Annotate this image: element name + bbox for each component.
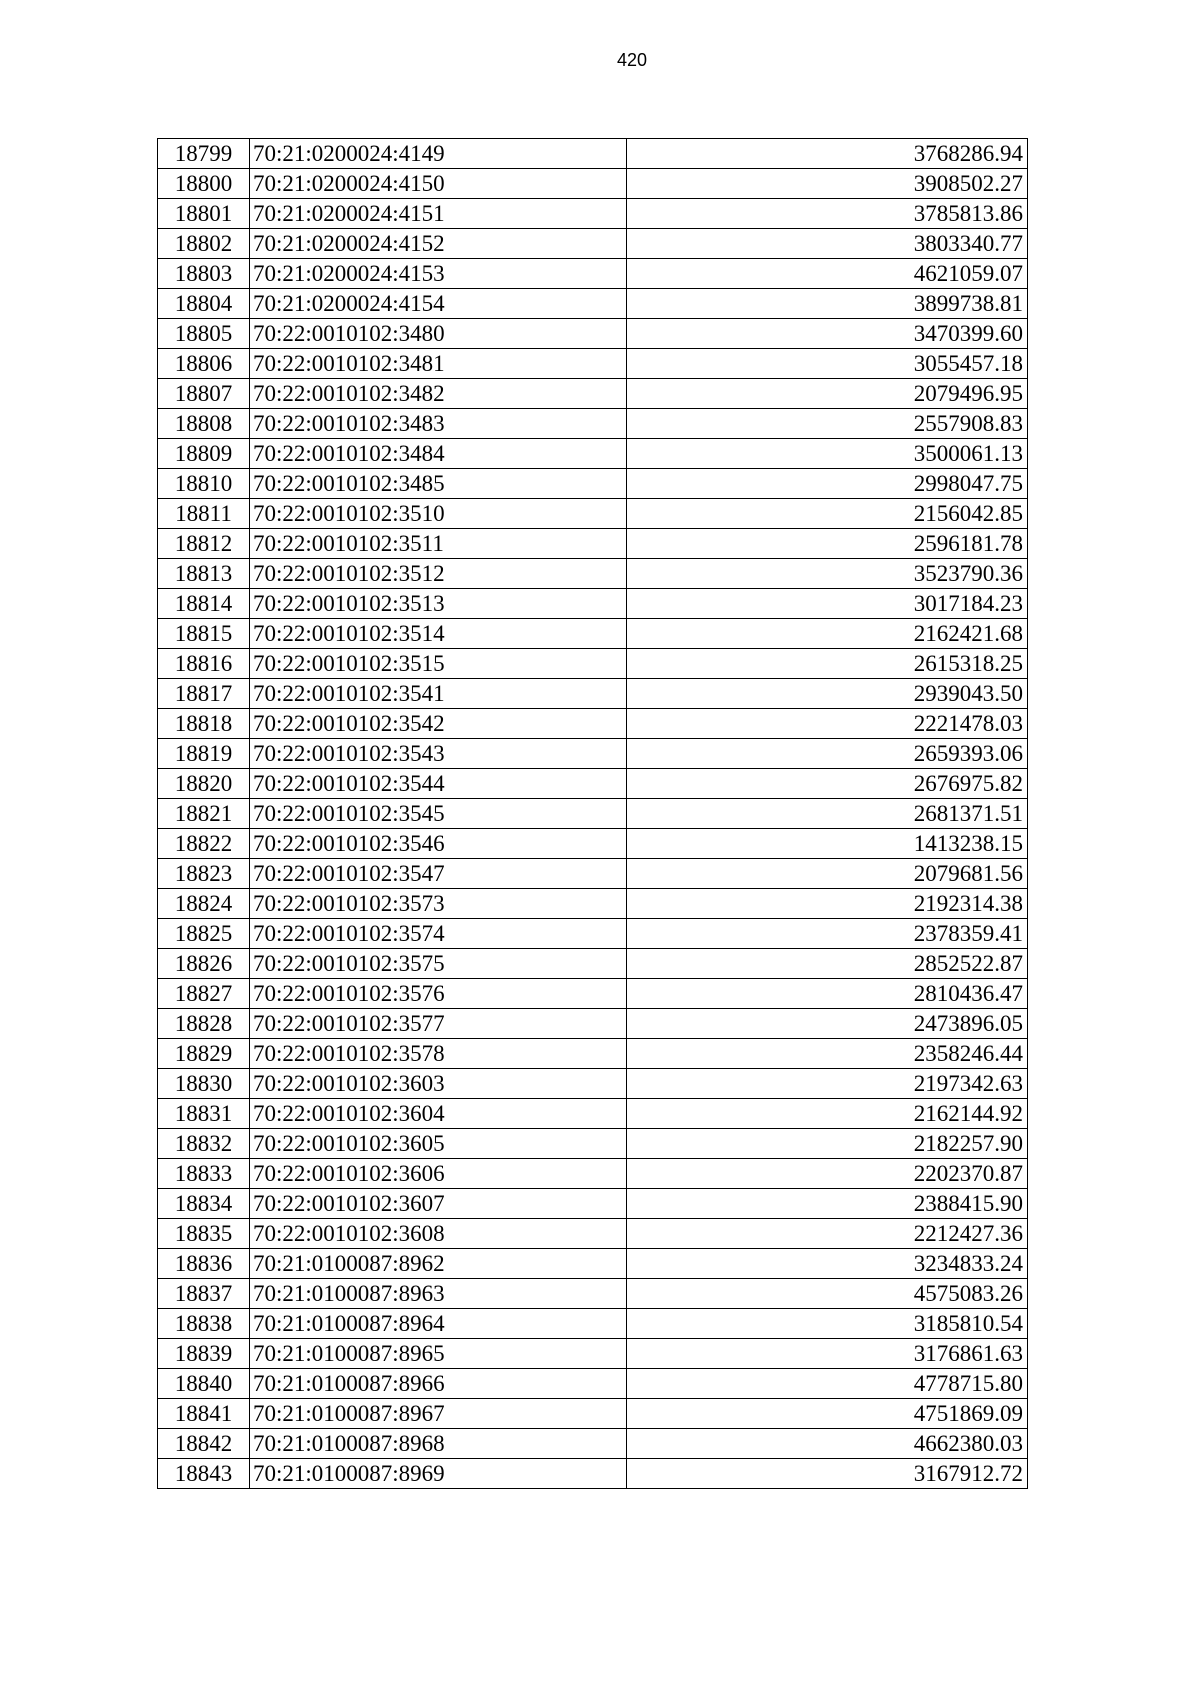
table-row (158, 469, 1028, 499)
cadastral-number-cell: 70:22:0010102:3603 (250, 1069, 627, 1099)
table-row (158, 619, 1028, 649)
row-number-cell: 18807 (158, 379, 250, 409)
cadastral-number-cell: 70:22:0010102:3578 (250, 1039, 627, 1069)
cadastral-number-cell: 70:21:0200024:4151 (250, 199, 627, 229)
cadastral-value-cell: 2852522.87 (627, 949, 1028, 979)
table-row (158, 1429, 1028, 1459)
row-number-cell: 18814 (158, 589, 250, 619)
cadastral-value-cell: 2998047.75 (627, 469, 1028, 499)
cadastral-value-cell: 2182257.90 (627, 1129, 1028, 1159)
cadastral-number-cell: 70:21:0200024:4152 (250, 229, 627, 259)
cadastral-value-cell: 2212427.36 (627, 1219, 1028, 1249)
cadastral-number-cell: 70:22:0010102:3483 (250, 409, 627, 439)
row-number-cell: 18800 (158, 169, 250, 199)
cadastral-value-cell: 3768286.94 (627, 139, 1028, 169)
row-number-cell: 18829 (158, 1039, 250, 1069)
row-number-cell: 18837 (158, 1279, 250, 1309)
cadastral-number-cell: 70:22:0010102:3573 (250, 889, 627, 919)
cadastral-number-cell: 70:22:0010102:3515 (250, 649, 627, 679)
cadastral-number-cell: 70:22:0010102:3608 (250, 1219, 627, 1249)
cadastral-value-cell: 2358246.44 (627, 1039, 1028, 1069)
table-row (158, 859, 1028, 889)
cadastral-number-cell: 70:21:0200024:4154 (250, 289, 627, 319)
row-number-cell: 18823 (158, 859, 250, 889)
cadastral-number-cell: 70:22:0010102:3544 (250, 769, 627, 799)
cadastral-value-cell: 3185810.54 (627, 1309, 1028, 1339)
table-row (158, 1309, 1028, 1339)
row-number-cell: 18808 (158, 409, 250, 439)
cadastral-number-cell: 70:22:0010102:3575 (250, 949, 627, 979)
table-row (158, 1339, 1028, 1369)
cadastral-number-cell: 70:21:0100087:8969 (250, 1459, 627, 1489)
cadastral-value-cell: 4778715.80 (627, 1369, 1028, 1399)
cadastral-number-cell: 70:22:0010102:3480 (250, 319, 627, 349)
cadastral-number-cell: 70:22:0010102:3510 (250, 499, 627, 529)
row-number-cell: 18819 (158, 739, 250, 769)
table-row (158, 799, 1028, 829)
cadastral-value-cell: 3470399.60 (627, 319, 1028, 349)
row-number-cell: 18801 (158, 199, 250, 229)
table-row (158, 289, 1028, 319)
row-number-cell: 18824 (158, 889, 250, 919)
cadastral-number-cell: 70:22:0010102:3511 (250, 529, 627, 559)
cadastral-number-cell: 70:22:0010102:3576 (250, 979, 627, 1009)
cadastral-value-cell: 4575083.26 (627, 1279, 1028, 1309)
row-number-cell: 18820 (158, 769, 250, 799)
cadastral-number-cell: 70:21:0100087:8964 (250, 1309, 627, 1339)
cadastral-value-cell: 2202370.87 (627, 1159, 1028, 1189)
cadastral-number-cell: 70:21:0100087:8966 (250, 1369, 627, 1399)
row-number-cell: 18821 (158, 799, 250, 829)
cadastral-value-cell: 2388415.90 (627, 1189, 1028, 1219)
row-number-cell: 18827 (158, 979, 250, 1009)
table-row (158, 559, 1028, 589)
row-number-cell: 18822 (158, 829, 250, 859)
cadastral-value-cell: 2162144.92 (627, 1099, 1028, 1129)
cadastral-value-cell: 3017184.23 (627, 589, 1028, 619)
table-body (158, 139, 1028, 1489)
table-row (158, 889, 1028, 919)
cadastral-number-cell: 70:22:0010102:3605 (250, 1129, 627, 1159)
table-row (158, 409, 1028, 439)
table-row (158, 709, 1028, 739)
cadastral-number-cell: 70:22:0010102:3604 (250, 1099, 627, 1129)
cadastral-value-cell: 2378359.41 (627, 919, 1028, 949)
table-row (158, 1459, 1028, 1489)
table-row (158, 1159, 1028, 1189)
row-number-cell: 18826 (158, 949, 250, 979)
table-row (158, 259, 1028, 289)
table-row (158, 1129, 1028, 1159)
table-row (158, 529, 1028, 559)
table-row (158, 1099, 1028, 1129)
cadastral-value-cell: 3899738.81 (627, 289, 1028, 319)
row-number-cell: 18825 (158, 919, 250, 949)
cadastral-value-cell: 2615318.25 (627, 649, 1028, 679)
table-row (158, 439, 1028, 469)
row-number-cell: 18811 (158, 499, 250, 529)
table-row (158, 1399, 1028, 1429)
table-row (158, 949, 1028, 979)
row-number-cell: 18816 (158, 649, 250, 679)
table-row (158, 169, 1028, 199)
cadastral-number-cell: 70:21:0200024:4149 (250, 139, 627, 169)
cadastral-value-cell: 2659393.06 (627, 739, 1028, 769)
row-number-cell: 18813 (158, 559, 250, 589)
cadastral-number-cell: 70:22:0010102:3513 (250, 589, 627, 619)
row-number-cell: 18803 (158, 259, 250, 289)
row-number-cell: 18836 (158, 1249, 250, 1279)
page-number: 420 (616, 50, 648, 70)
cadastral-number-cell: 70:22:0010102:3546 (250, 829, 627, 859)
table-row (158, 229, 1028, 259)
cadastral-value-cell: 2939043.50 (627, 679, 1028, 709)
cadastral-number-cell: 70:22:0010102:3512 (250, 559, 627, 589)
table-row (158, 349, 1028, 379)
row-number-cell: 18802 (158, 229, 250, 259)
cadastral-number-cell: 70:21:0100087:8967 (250, 1399, 627, 1429)
cadastral-value-cell: 2197342.63 (627, 1069, 1028, 1099)
cadastral-number-cell: 70:22:0010102:3547 (250, 859, 627, 889)
cadastral-value-cell: 2681371.51 (627, 799, 1028, 829)
table-row (158, 499, 1028, 529)
row-number-cell: 18809 (158, 439, 250, 469)
cadastral-value-cell: 4621059.07 (627, 259, 1028, 289)
cadastral-number-cell: 70:21:0200024:4153 (250, 259, 627, 289)
cadastral-value-cell: 3523790.36 (627, 559, 1028, 589)
row-number-cell: 18805 (158, 319, 250, 349)
cadastral-number-cell: 70:22:0010102:3541 (250, 679, 627, 709)
cadastral-number-cell: 70:22:0010102:3607 (250, 1189, 627, 1219)
row-number-cell: 18843 (158, 1459, 250, 1489)
table-row (158, 1189, 1028, 1219)
row-number-cell: 18840 (158, 1369, 250, 1399)
cadastral-value-cell: 4751869.09 (627, 1399, 1028, 1429)
table-row (158, 1069, 1028, 1099)
cadastral-value-cell: 3055457.18 (627, 349, 1028, 379)
table-row (158, 1009, 1028, 1039)
cadastral-value-cell: 4662380.03 (627, 1429, 1028, 1459)
table-row (158, 199, 1028, 229)
cadastral-number-cell: 70:22:0010102:3484 (250, 439, 627, 469)
row-number-cell: 18835 (158, 1219, 250, 1249)
table-row (158, 589, 1028, 619)
table-row (158, 1369, 1028, 1399)
cadastral-value-cell: 2162421.68 (627, 619, 1028, 649)
row-number-cell: 18841 (158, 1399, 250, 1429)
cadastral-number-cell: 70:22:0010102:3574 (250, 919, 627, 949)
row-number-cell: 18812 (158, 529, 250, 559)
row-number-cell: 18839 (158, 1339, 250, 1369)
row-number-cell: 18799 (158, 139, 250, 169)
cadastral-value-cell: 3176861.63 (627, 1339, 1028, 1369)
cadastral-number-cell: 70:22:0010102:3485 (250, 469, 627, 499)
row-number-cell: 18828 (158, 1009, 250, 1039)
cadastral-number-cell: 70:22:0010102:3577 (250, 1009, 627, 1039)
cadastral-number-cell: 70:22:0010102:3482 (250, 379, 627, 409)
cadastral-value-cell: 2473896.05 (627, 1009, 1028, 1039)
table-row (158, 919, 1028, 949)
cadastral-value-cell: 3167912.72 (627, 1459, 1028, 1489)
row-number-cell: 18818 (158, 709, 250, 739)
table-row (158, 1279, 1028, 1309)
row-number-cell: 18804 (158, 289, 250, 319)
table-row (158, 1219, 1028, 1249)
cadastral-value-cell: 3785813.86 (627, 199, 1028, 229)
cadastral-number-cell: 70:22:0010102:3543 (250, 739, 627, 769)
row-number-cell: 18842 (158, 1429, 250, 1459)
cadastral-value-cell: 3908502.27 (627, 169, 1028, 199)
cadastral-number-cell: 70:22:0010102:3542 (250, 709, 627, 739)
cadastral-value-cell: 2079681.56 (627, 859, 1028, 889)
cadastral-value-cell: 2156042.85 (627, 499, 1028, 529)
cadastral-number-cell: 70:21:0100087:8963 (250, 1279, 627, 1309)
row-number-cell: 18834 (158, 1189, 250, 1219)
cadastral-number-cell: 70:21:0200024:4150 (250, 169, 627, 199)
table-row (158, 979, 1028, 1009)
row-number-cell: 18817 (158, 679, 250, 709)
row-number-cell: 18815 (158, 619, 250, 649)
cadastral-value-cell: 2192314.38 (627, 889, 1028, 919)
cadastral-number-cell: 70:22:0010102:3606 (250, 1159, 627, 1189)
table-row (158, 379, 1028, 409)
cadastral-number-cell: 70:22:0010102:3481 (250, 349, 627, 379)
cadastral-number-cell: 70:21:0100087:8962 (250, 1249, 627, 1279)
row-number-cell: 18830 (158, 1069, 250, 1099)
cadastral-value-cell: 2810436.47 (627, 979, 1028, 1009)
cadastral-value-cell: 2079496.95 (627, 379, 1028, 409)
row-number-cell: 18833 (158, 1159, 250, 1189)
cadastral-value-cell: 3500061.13 (627, 439, 1028, 469)
table-row (158, 769, 1028, 799)
table-row (158, 1039, 1028, 1069)
cadastral-number-cell: 70:21:0100087:8965 (250, 1339, 627, 1369)
cadastral-number-cell: 70:22:0010102:3545 (250, 799, 627, 829)
cadastral-value-cell: 2221478.03 (627, 709, 1028, 739)
table-row (158, 829, 1028, 859)
table-row (158, 649, 1028, 679)
table-row (158, 739, 1028, 769)
row-number-cell: 18831 (158, 1099, 250, 1129)
cadastral-value-cell: 2676975.82 (627, 769, 1028, 799)
table-row (158, 1249, 1028, 1279)
row-number-cell: 18806 (158, 349, 250, 379)
cadastral-value-cell: 3234833.24 (627, 1249, 1028, 1279)
cadastral-value-table (157, 138, 1028, 1489)
cadastral-number-cell: 70:22:0010102:3514 (250, 619, 627, 649)
table-row (158, 679, 1028, 709)
table-row (158, 139, 1028, 169)
cadastral-value-cell: 2596181.78 (627, 529, 1028, 559)
row-number-cell: 18832 (158, 1129, 250, 1159)
cadastral-value-cell: 2557908.83 (627, 409, 1028, 439)
cadastral-value-cell: 1413238.15 (627, 829, 1028, 859)
row-number-cell: 18810 (158, 469, 250, 499)
row-number-cell: 18838 (158, 1309, 250, 1339)
table-row (158, 319, 1028, 349)
cadastral-number-cell: 70:21:0100087:8968 (250, 1429, 627, 1459)
cadastral-value-cell: 3803340.77 (627, 229, 1028, 259)
